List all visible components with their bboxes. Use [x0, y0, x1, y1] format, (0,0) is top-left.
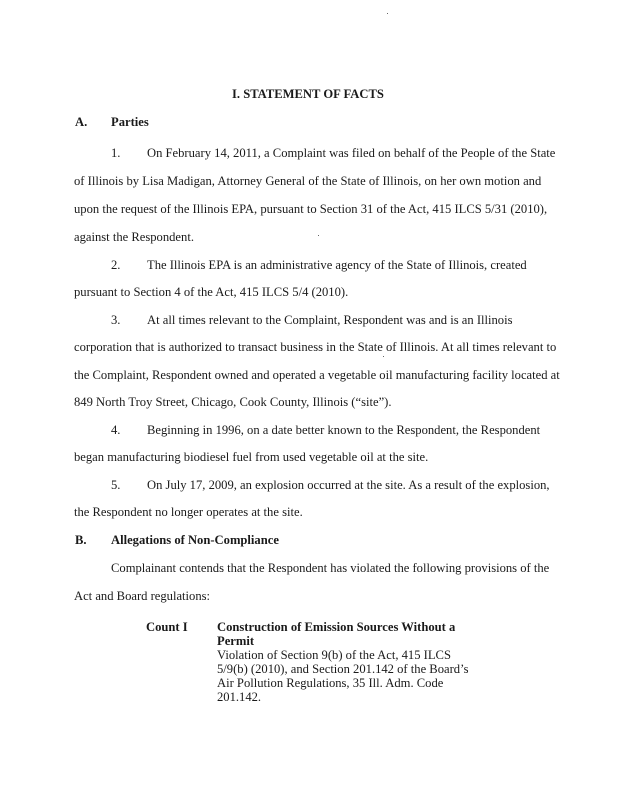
- section-a-letter: A.: [75, 115, 88, 129]
- para3-line: corporation that is authorized to transact business in the State of Illinois. At all times relevant to: [74, 340, 557, 354]
- section-b-title: Allegations of Non-Compliance: [111, 533, 279, 547]
- para2-line: The Illinois EPA is an administrative agency of the State of Illinois, created: [147, 258, 527, 272]
- para5-line: the Respondent no longer operates at the site.: [74, 505, 303, 519]
- scan-speck: [383, 356, 384, 357]
- section-b-intro-line: Complainant contends that the Respondent has violated the following provisions of the: [111, 561, 550, 575]
- para5-number: 5.: [111, 478, 121, 492]
- count-description-line: 5/9(b) (2010), and Section 201.142 of the Board’s: [217, 662, 469, 676]
- para1-number: 1.: [111, 146, 121, 160]
- section-a-title: Parties: [111, 115, 149, 129]
- scan-speck: [318, 235, 319, 236]
- count-label: Count I: [146, 620, 188, 634]
- para4-number: 4.: [111, 423, 121, 437]
- section-b-letter: B.: [75, 533, 87, 547]
- count-title-line: Permit: [217, 634, 255, 648]
- count-description-line: 201.142.: [217, 690, 262, 704]
- scan-speck: [387, 13, 388, 14]
- para1-line: against the Respondent.: [74, 230, 194, 244]
- count-description-line: Violation of Section 9(b) of the Act, 415 ILCS: [217, 648, 451, 662]
- para3-number: 3.: [111, 313, 121, 327]
- section-heading: I. STATEMENT OF FACTS: [232, 87, 384, 101]
- para2-line: pursuant to Section 4 of the Act, 415 ILCS 5/4 (2010).: [74, 285, 349, 299]
- para1-line: upon the request of the Illinois EPA, pursuant to Section 31 of the Act, 415 ILCS 5/31 (2010),: [74, 202, 548, 216]
- para4-line: began manufacturing biodiesel fuel from used vegetable oil at the site.: [74, 450, 429, 464]
- para3-line: the Complaint, Respondent owned and operated a vegetable oil manufacturing facility located at: [74, 368, 560, 382]
- section-b-intro-line: Act and Board regulations:: [74, 589, 211, 603]
- para5-line: On July 17, 2009, an explosion occurred at the site. As a result of the explosion,: [147, 478, 550, 492]
- para1-line: On February 14, 2011, a Complaint was filed on behalf of the People of the State: [147, 146, 556, 160]
- count-description-line: Air Pollution Regulations, 35 Ill. Adm. Code: [217, 676, 444, 690]
- para2-number: 2.: [111, 258, 121, 272]
- para1-line: of Illinois by Lisa Madigan, Attorney General of the State of Illinois, on her own motion and: [74, 174, 542, 188]
- para3-line: At all times relevant to the Complaint, Respondent was and is an Illinois: [147, 313, 513, 327]
- para4-line: Beginning in 1996, on a date better known to the Respondent, the Respondent: [147, 423, 541, 437]
- count-title-line: Construction of Emission Sources Without a: [217, 620, 456, 634]
- para3-line: 849 North Troy Street, Chicago, Cook County, Illinois (“site”).: [74, 395, 392, 409]
